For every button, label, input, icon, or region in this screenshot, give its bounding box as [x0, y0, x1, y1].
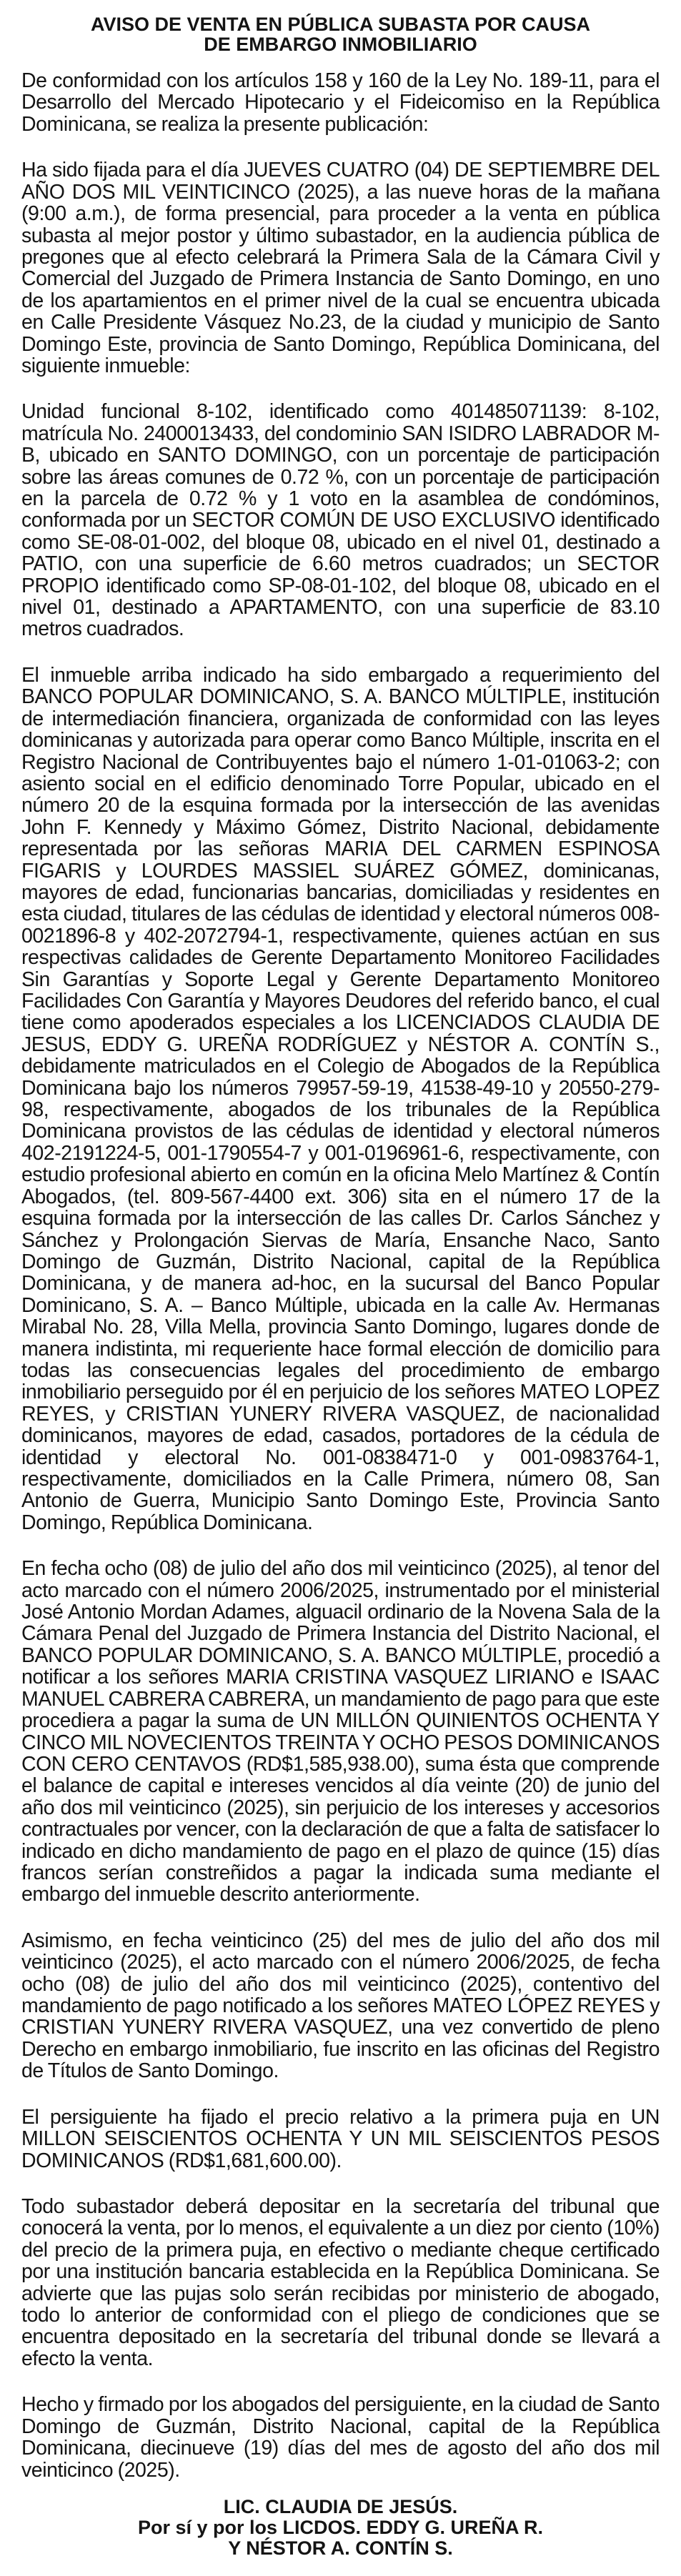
notice-body: [21, 70, 660, 2481]
signature-line-2: Por sí y por los LICDOS. EDDY G. UREÑA R.: [137, 2517, 544, 2538]
paragraph-signed-statement: Hecho y firmado por los abogados del persiguiente, en la ciudad de Santo Domingo de Guzmán, Distrito Nacional, capital de la República Dominicana, diecinueve (19) días del mes de agosto del año dos mil veinticinco (2025).: [21, 2393, 660, 2482]
notice-title-line-1: AVISO DE VENTA EN PÚBLICA SUBASTA POR CAUSA: [90, 14, 591, 35]
paragraph-payment-order: En fecha ocho (08) de julio del año dos mil veinticinco (2025), al tenor del acto marcado con el número 2006/2025, instrumentado por el ministerial José Antonio Mordan Adames, alguacil ordinario de la Novena Sala de la Cámara Penal del Juzgado de Primera Instancia del Distrito Nacional, el BANCO POPULAR DOMINICANO, S. A. BANCO MÚLTIPLE, procedió a notificar a los señores MARIA CRISTINA VASQUEZ LIRIANO e ISAAC MANUEL CABRERA CABRERA, un mandamiento de pago para que este procediera a pagar la suma de UN MILLÓN QUINIENTOS OCHENTA Y CINCO MIL NOVECIENTOS TREINTA Y OCHO PESOS DOMINICANOS CON CERO CENTAVOS (RD$1,585,938.00), suma ésta que comprende el balance de capital e intereses vencidos al día veinte (20) de junio del año dos mil veinticinco (2025), sin perjuicio de los intereses y accesorios contractuales por vencer, con la declaración de que a falta de satisfacer lo indicado en dicho mandamiento de pago en el plazo de quince (15) días francos serían constreñidos a pagar la indicada suma mediante el embargo del inmueble descrito anteriormente.: [21, 1557, 660, 1906]
paragraph-creditor-details: El inmueble arriba indicado ha sido embargado a requerimiento del BANCO POPULAR DOMINICANO, S. A. BANCO MÚLTIPLE, institución de intermediación financiera, organizada de conformidad con las leyes dominicanas y autorizada para operar como Banco Múltiple, inscrita en el Registro Nacional de Contribuyentes bajo el número 1-01-01063-2; con asiento social en el edificio denominado Torre Popular, ubicado en el número 20 de la esquina formada por la intersección de las avenidas John F. Kennedy y Máximo Gómez, Distrito Nacional, debidamente representada por las señoras MARIA DEL CARMEN ESPINOSA FIGARIS y LOURDES MASSIEL SUÁREZ GÓMEZ, dominicanas, mayores de edad, funcionarias bancarias, domiciliadas y residentes en esta ciudad, titulares de las cédulas de identidad y electoral números 008-0021896-8 y 402-2072794-1, respectivamente, quienes actúan en sus respectivas calidades de Gerente Departamento Monitoreo Facilidades Sin Garantías y Soporte Legal y Gerente Departamento Monitoreo Facilidades Con Garantía y Mayores Deudores del referido banco, el cual tiene como apoderados especiales a los LICENCIADOS CLAUDIA DE JESUS, EDDY G. UREÑA RODRÍGUEZ y NÉSTOR A. CONTÍN S., debidamente matriculados en el Colegio de Abogados de la República Dominicana bajo los números 79957-59-19, 41538-49-10 y 20550-279-98, respectivamente, abogados de los tribunales de la República Dominicana provistos de las cédulas de identidad y electoral números 402-2191224-5, 001-1790554-7 y 001-0196961-6, respectivamente, con estudio profesional abierto en común en la oficina Melo Martínez & Contín Abogados, (tel. 809-567-4400 ext. 306) sita en el número 17 de la esquina formada por la intersección de las calles Dr. Carlos Sánchez y Sánchez y Prolongación Siervas de María, Ensanche Naco, Santo Domingo de Guzmán, Distrito Nacional, capital de la República Dominicana, y de manera ad-hoc, en la sucursal del Banco Popular Dominicano, S. A. – Banco Múltiple, ubicada en la calle Av. Hermanas Mirabal No. 28, Villa Mella, provincia Santo Domingo, lugares donde de manera indistinta, mi requeriente hace formal elección de domicilio para todas las consecuencias legales del procedimiento de embargo inmobiliario perseguido por él en perjuicio de los señores MATEO LOPEZ REYES, y CRISTIAN YUNERY RIVERA VASQUEZ, de nacionalidad dominicanos, mayores de edad, casados, portadores de la cédula de identidad y electoral No. 001-0838471-0 y 001-0983764-1, respectivamente, domiciliados en la Calle Primera, número 08, San Antonio de Guerra, Municipio Santo Domingo Este, Provincia Santo Domingo, República Dominicana.: [21, 663, 660, 1534]
paragraph-property-description: Unidad funcional 8-102, identificado como 401485071139: 8-102, matrícula No. 2400013433, del condominio SAN ISIDRO LABRADOR M-B, ubicado en SANTO DOMINGO, con un porcentaje de participación sobre las áreas comunes de 0.72 %, con un porcentaje de participación en la parcela de 0.72 % y 1 voto en la asamblea de condóminos, conformada por un SECTOR COMÚN DE USO EXCLUSIVO identificado como SE-08-01-002, del bloque 08, ubicado en el nivel 01, destinado a PATIO, con una superficie de 6.60 metros cuadrados; un SECTOR PROPIO identificado como SP-08-01-102, del bloque 08, ubicado en el nivel 01, destinado a APARTAMENTO, con una superficie de 83.10 metros cuadrados.: [21, 400, 660, 641]
signature-line-3: Y NÉSTOR A. CONTÍN S.: [228, 2537, 453, 2559]
paragraph-registration: Asimismo, en fecha veinticinco (25) del mes de julio del año dos mil veinticinco (2025), el acto marcado con el número 2006/2025, de fecha ocho (08) de julio del año dos mil veinticinco (2025), contentivo del mandamiento de pago notificado a los señores MATEO LÓPEZ REYES y CRISTIAN YUNERY RIVERA VASQUEZ, una vez convertido de pleno Derecho en embargo inmobiliario, fue inscrito en las oficinas del Registro de Títulos de Santo Domingo.: [21, 1929, 660, 2083]
paragraph-opening-bid: El persiguiente ha fijado el precio relativo a la primera puja en UN MILLON SEISCIENTOS OCHENTA Y UN MIL SEISCIENTOS PESOS DOMINICANOS (RD$1,681,600.00).: [21, 2105, 660, 2172]
paragraph-auction-date: Ha sido fijada para el día JUEVES CUATRO (04) DE SEPTIEMBRE DEL AÑO DOS MIL VEINTICINCO (2025), a las nueve horas de la mañana (9:00 a.m.), de forma presencial, para proceder a la venta en pública subasta al mejor postor y último subastador, en la audiencia pública de pregones que al efecto celebrará la Primera Sala de la Cámara Civil y Comercial del Juzgado de Primera Instancia de Santo Domingo, en uno de los apartamientos en el primer nivel de la cual se encuentra ubicada en Calle Presidente Vásquez No.23, de la ciudad y municipio de Santo Domingo Este, provincia de Santo Domingo, República Dominicana, del siguiente inmueble:: [21, 159, 660, 377]
signature-line-1: LIC. CLAUDIA DE JESÚS.: [223, 2496, 458, 2517]
notice-title: [21, 14, 660, 54]
signature-block: [21, 2497, 660, 2559]
paragraph-deposit-terms: Todo subastador deberá depositar en la secretaría del tribunal que conocerá la venta, por lo menos, el equivalente a un diez por ciento (10%) del precio de la primera puja, en efectivo o mediante cheque certificado por una institución bancaria establecida en la República Dominicana. Se advierte que las pujas solo serán recibidas por ministerio de abogado, todo lo anterior de conformidad con el pliego de condiciones que se encuentra depositado en la secretaría del tribunal donde se llevará a efecto la venta.: [21, 2195, 660, 2370]
paragraph-legal-basis: De conformidad con los artículos 158 y 160 de la Ley No. 189-11, para el Desarrollo del Mercado Hipotecario y el Fideicomiso en la República Dominicana, se realiza la presente publicación:: [21, 69, 660, 136]
notice-title-line-2: DE EMBARGO INMOBILIARIO: [204, 34, 477, 55]
